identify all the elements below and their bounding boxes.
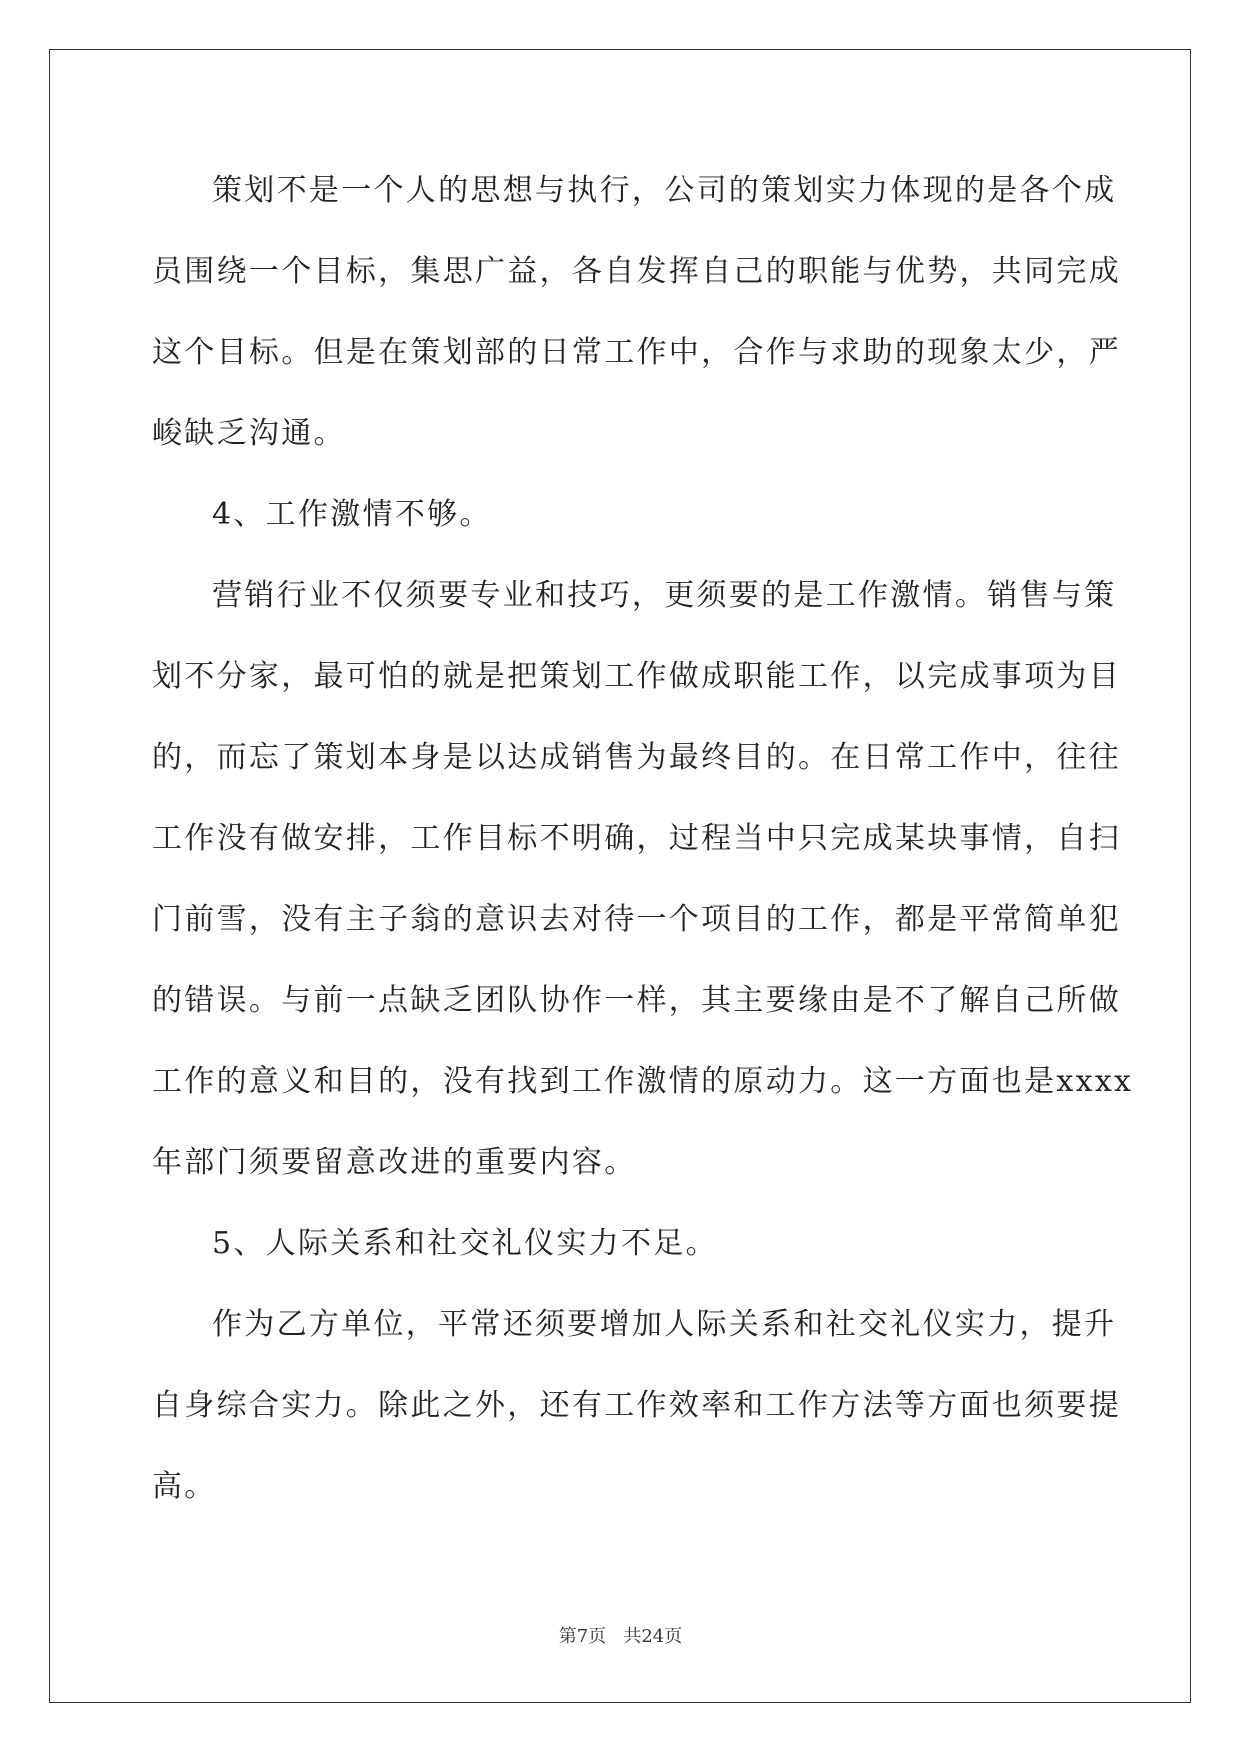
paragraph-line: 的错误。与前一点缺乏团队协作一样，其主要缘由是不了解自己所做 (152, 983, 1121, 1018)
page-footer (0, 1622, 1241, 1648)
paragraph-line: 的，而忘了策划本身是以达成销售为最终目的。在日常工作中，往往 (152, 740, 1121, 775)
footer-spacer (606, 1626, 623, 1647)
total-page-count: 共24页 (623, 1626, 683, 1647)
section-heading: 4、工作激情不够。 (212, 497, 492, 532)
paragraph-line: 门前雪，没有主子翁的意识去对待一个项目的工作，都是平常简单犯 (152, 902, 1121, 937)
paragraph-line: 工作没有做安排，工作目标不明确，过程当中只完成某块事情，自扫 (152, 821, 1121, 856)
paragraph-line: 年部门须要留意改进的重要内容。 (152, 1145, 637, 1180)
paragraph-line: 划不分家，最可怕的就是把策划工作做成职能工作，以完成事项为目 (152, 659, 1121, 694)
paragraph-line: 策划不是一个人的思想与执行，公司的策划实力体现的是各个成 (212, 173, 1117, 208)
paragraph-line: 工作的意义和目的，没有找到工作激情的原动力。这一方面也是xxxx (152, 1064, 1134, 1099)
current-page-number: 第7页 (558, 1626, 607, 1647)
paragraph-line: 峻缺乏沟通。 (152, 416, 346, 451)
document-body (152, 163, 1134, 1540)
section-heading: 5、人际关系和社交礼仪实力不足。 (212, 1226, 718, 1261)
paragraph-line: 这个目标。但是在策划部的日常工作中，合作与求助的现象太少，严 (152, 335, 1121, 370)
paragraph-line: 自身综合实力。除此之外，还有工作效率和工作方法等方面也须要提 (152, 1388, 1121, 1423)
paragraph-line: 员围绕一个目标，集思广益，各自发挥自己的职能与优势，共同完成 (152, 254, 1121, 289)
paragraph-line: 作为乙方单位，平常还须要增加人际关系和社交礼仪实力，提升 (212, 1307, 1117, 1342)
paragraph-line: 营销行业不仅须要专业和技巧，更须要的是工作激情。销售与策 (212, 578, 1117, 613)
paragraph-line: 高。 (152, 1469, 217, 1504)
